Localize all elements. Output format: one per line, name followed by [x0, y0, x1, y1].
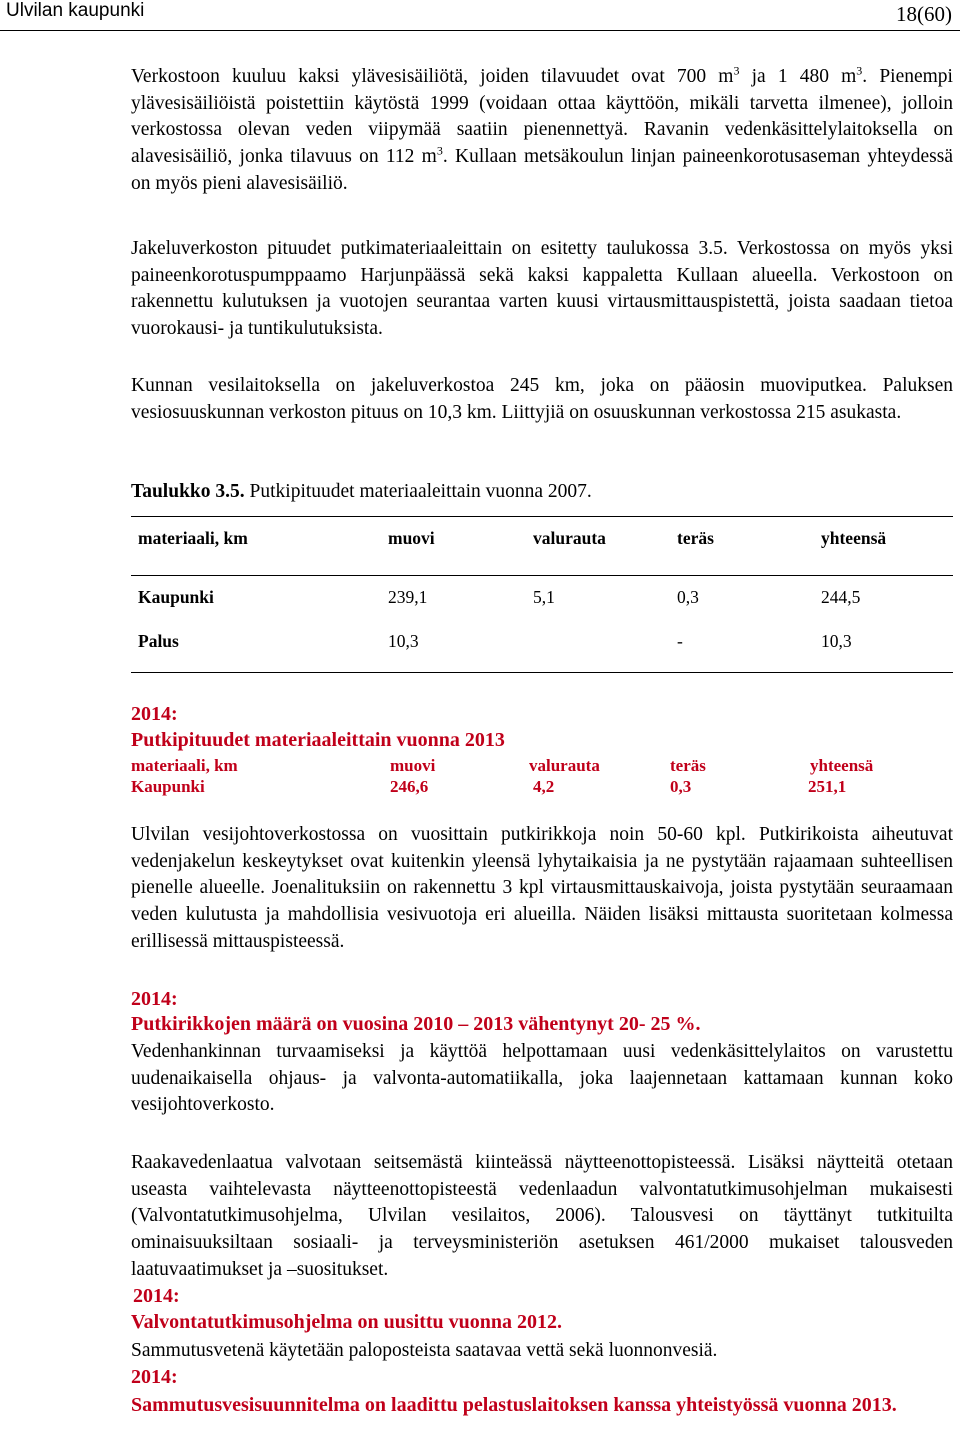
table-top-rule [131, 516, 953, 517]
table-caption-text: Putkipituudet materiaaleittain vuonna 2007. [244, 481, 592, 502]
update-column-header: teräs [670, 756, 706, 775]
paragraph-reservoirs [131, 64, 953, 198]
superscript: 3 [856, 63, 863, 78]
update-year: 2014: [133, 1285, 180, 1307]
paragraph-water-quality: Raakavedenlaatua valvotaan seitsemästä kiinteässä näytteenottopisteessä. Lisäksi näytteitä otetaan useasta vaihtelevasta näytteenottopisteestä vedenlaadun valvontatutkimusohjelman mukaisesti (Valvontatutkimusohjelma, Ulvilan vesilaitos, 2006). Talousvesi on täyttänyt tutkituilta ominaisuuksiltaan sosiaali- ja terveysministeriön asetuksen 461/2000 mukaiset talousveden laatuvaatimukset ja –suositukset. [131, 1152, 953, 1280]
superscript: 3 [436, 143, 443, 158]
column-header: muovi [388, 528, 435, 548]
update-cell: Kaupunki [131, 777, 205, 796]
table-bottom-rule [131, 672, 953, 673]
paragraph-pipe-breaks: Ulvilan vesijohtoverkostossa on vuosittain putkirikkoja noin 50-60 kpl. Putkirikoista aiheutuvat vedenjakelun keskeytykset ovat kuitenkin yleensä lyhytaikaisia ja ne pystytään rajaamaan suhteellisen pienelle alueelle. Joenalituksiin on rakennettu 3 kpl virtausmittauskaivoja, joista pystytään seuraamaan veden kulutusta ja mahdollisia vesivuotoja eri alueilla. Näiden lisäksi mittausta suoritetaan kolmessa erillisessä mittauspisteessä. [131, 824, 953, 952]
table-cell: 0,3 [677, 587, 699, 607]
update-cell: 4,2 [533, 777, 555, 796]
page-number: 18(60) [896, 2, 952, 26]
superscript: 3 [733, 63, 740, 78]
update-year: 2014: [131, 1366, 178, 1388]
column-header: materiaali, km [138, 528, 248, 548]
table-caption-number: Taulukko 3.5. [131, 481, 245, 502]
table-cell: Kaupunki [138, 587, 214, 607]
table-cell: - [677, 631, 683, 651]
header-divider [0, 30, 960, 31]
column-header: teräs [677, 528, 714, 548]
table-caption [131, 481, 592, 503]
table-cell: 5,1 [533, 587, 555, 607]
update-cell: 0,3 [670, 777, 692, 796]
paragraph-firefighting-water: Sammutusvetenä käytetään paloposteista saatavaa vettä sekä luonnonvesiä. [131, 1340, 718, 1361]
update-column-header: valurauta [529, 756, 600, 775]
update-cell: 246,6 [390, 777, 429, 796]
update-pipe-breaks: Putkirikkojen määrä on vuosina 2010 – 2013 vähentynyt 20- 25 %. [131, 1013, 701, 1035]
update-title: Putkipituudet materiaaleittain vuonna 2013 [131, 729, 505, 751]
table-cell: 239,1 [388, 587, 428, 607]
paragraph-network-lengths: Jakeluverkoston pituudet putkimateriaaleittain on esitetty taulukossa 3.5. Verkostossa on myös yksi paineenkorotuspumppaamo Harjunpäässä sekä kaksi kappaletta Kullaan alueella. Verkostoon on rakennettu kulutuksen ja vuotojen seurantaa varten kuusi virtausmittauspistettä, joista saadaan tietoa vuorokausi- ja tuntikulutuksista. [131, 238, 953, 340]
update-cell: 251,1 [808, 777, 847, 796]
update-column-header: materiaali, km [131, 756, 238, 775]
table-cell: 10,3 [821, 631, 852, 651]
update-year: 2014: [131, 988, 178, 1010]
header-organization: Ulvilan kaupunki [6, 0, 145, 21]
text-run: . Pienempi ylävesisäiliöistä poistettiin käytöstä 1999 (voidaan ottaa käyttöön, mikäli tarvetta ilmenee), jolloin verkostossa olevan veden viipymää saatiin pienennettyä. Ravanin vedenkäsittelylaitoksella on alavesisäiliö, jonka tilavuus on 112 m [131, 66, 953, 168]
update-year: 2014: [131, 703, 178, 725]
text-run: ja 1 480 m [739, 66, 857, 87]
update-firefighting-plan: Sammutusvesisuunnitelma on laadittu pelastuslaitoksen kanssa yhteistyössä vuonna 2013. [131, 1394, 897, 1416]
table-cell: Palus [138, 631, 179, 651]
table-cell: 244,5 [821, 587, 861, 607]
paragraph-municipal-network: Kunnan vesilaitoksella on jakeluverkostoa 245 km, joka on pääosin muoviputkea. Paluksen vesiosuuskunnan verkoston pituus on 10,3 km. Liittyjiä on osuuskunnan verkostossa 215 asukasta. [131, 375, 953, 423]
update-column-header: muovi [390, 756, 436, 775]
update-monitoring-program: Valvontatutkimusohjelma on uusittu vuonna 2012. [131, 1311, 563, 1333]
paragraph-water-treatment: Vedenhankinnan turvaamiseksi ja käyttöä helpottamaan uusi vedenkäsittelylaitos on varustettu uudenaikaisella ohjaus- ja valvonta-automatiikalla, joka laajennetaan kattamaan kunnan koko vesijohtoverkosto. [131, 1041, 953, 1116]
update-column-header: yhteensä [810, 756, 874, 775]
table-cell: 10,3 [388, 631, 419, 651]
text-run: Verkostoon kuuluu kaksi ylävesisäiliötä, joiden tilavuudet ovat 700 m [131, 66, 734, 87]
text-run: . Kullaan metsäkoulun linjan paineenkorotusaseman yhteydessä on myös pieni alavesisäiliö. [131, 146, 954, 194]
table-header-rule [131, 575, 953, 576]
column-header: valurauta [533, 528, 606, 548]
column-header: yhteensä [821, 528, 887, 548]
